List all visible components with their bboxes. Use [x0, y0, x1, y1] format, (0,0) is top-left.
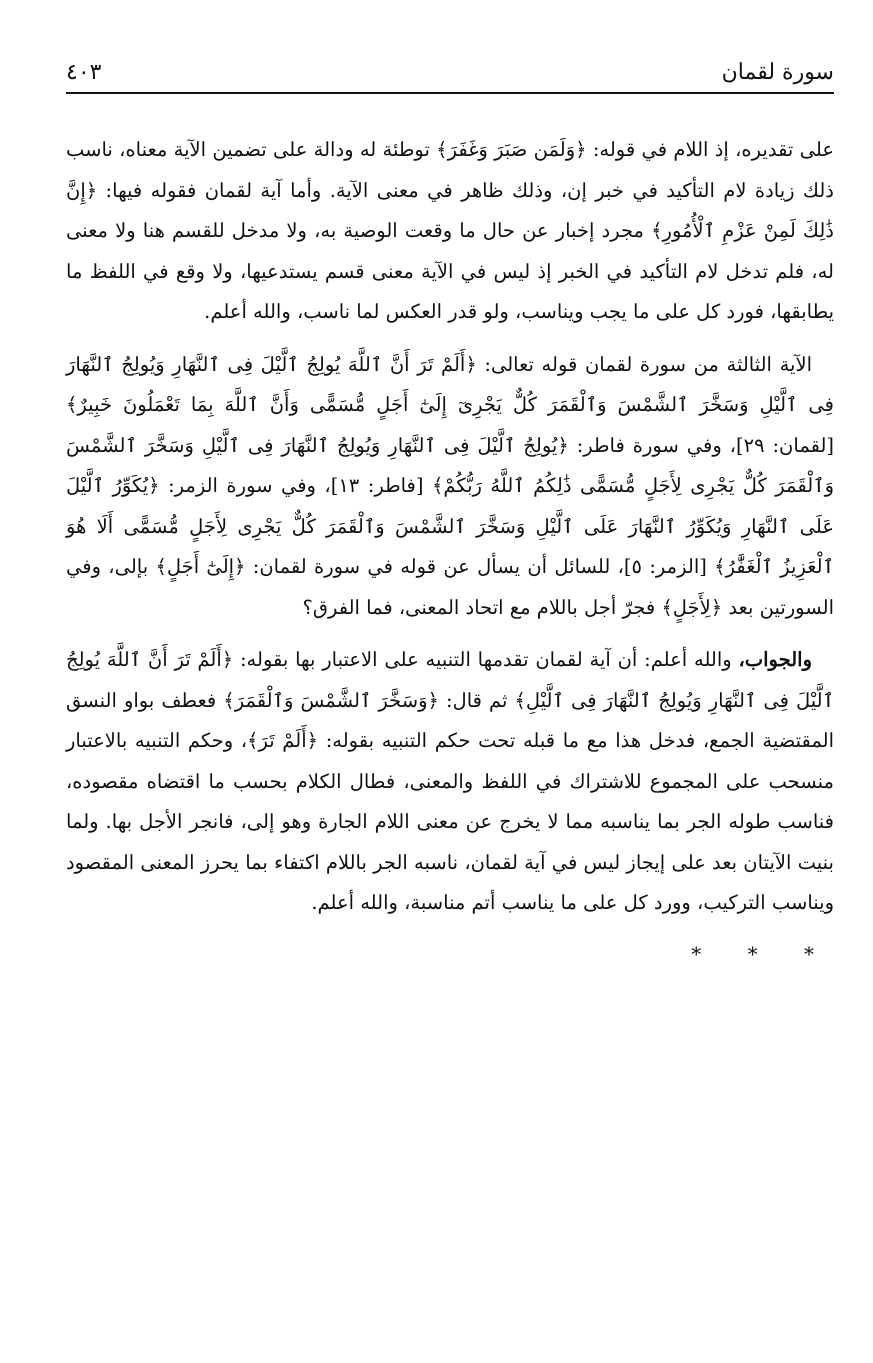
- answer-lead: والجواب،: [738, 648, 812, 671]
- paragraph-3: [66, 640, 834, 924]
- paragraph-1: على تقديره، إذ اللام في قوله: ﴿وَلَمَن صَبَرَ وَغَفَرَ﴾ توطئة له ودالة على تضمين الآية معناه، ناسب ذلك زيادة لام التأكيد في خبر إن، وذلك ظاهر في معنى الآية. وأما آية لقمان فقوله فيها: ﴿إِنَّ ذَٰلِكَ لَمِنْ عَزْمِ ٱلْأُمُورِ﴾ مجرد إخبار عن حال ما وقعت الوصية به، ولا مدخل للقسم هنا ولا معنى له، فلم تدخل لام التأكيد في الخبر إذ ليس في الآية معنى قسم يستدعيها، ولا وقع في اللفظ ما يطابقها، فورد كل على ما يجب ويناسب، ولو قدر العكس لما ناسب، والله أعلم.: [66, 138, 834, 323]
- page-header: [66, 52, 834, 94]
- paragraph-2: الآية الثالثة من سورة لقمان قوله تعالى: ﴿أَلَمْ تَرَ أَنَّ ٱللَّهَ يُولِجُ ٱلَّيْلَ فِى ٱلنَّهَارِ وَيُولِجُ ٱلنَّهَارَ فِى ٱلَّيْلِ وَسَخَّرَ ٱلشَّمْسَ وَٱلْقَمَرَ كُلٌّ يَجْرِىٓ إِلَىٰٓ أَجَلٍ مُّسَمًّى وَأَنَّ ٱللَّهَ بِمَا تَعْمَلُونَ خَبِيرٌ﴾ [لقمان: ٢٩]، وفي سورة فاطر: ﴿يُولِجُ ٱلَّيْلَ فِى ٱلنَّهَارِ وَيُولِجُ ٱلنَّهَارَ فِى ٱلَّيْلِ وَسَخَّرَ ٱلشَّمْسَ وَٱلْقَمَرَ كُلٌّ يَجْرِى لِأَجَلٍ مُّسَمًّى ذَٰلِكُمُ ٱللَّهُ رَبُّكُمْ﴾ [فاطر: ١٣]، وفي سورة الزمر: ﴿يُكَوِّرُ ٱلَّيْلَ عَلَى ٱلنَّهَارِ وَيُكَوِّرُ ٱلنَّهَارَ عَلَى ٱلَّيْلِ وَسَخَّرَ ٱلشَّمْسَ وَٱلْقَمَرَ كُلٌّ يَجْرِى لِأَجَلٍ مُّسَمًّى أَلَا هُوَ ٱلْعَزِيزُ ٱلْغَفَّٰرُ﴾ [الزمر: ٥]، للسائل أن يسأل عن قوله في سورة لقمان: ﴿إِلَىٰٓ أَجَلٍ﴾ بإلى، وفي السورتين بعد ﴿لِأَجَلٍ﴾ فجرّ أجل باللام مع اتحاد المعنى، فما الفرق؟: [66, 352, 835, 619]
- surah-title: سورة لقمان: [721, 60, 834, 85]
- page-number: ٤٠٣: [66, 60, 102, 85]
- answer-text: والله أعلم: أن آية لقمان تقدمها التنبيه على الاعتبار بها بقوله: ﴿أَلَمْ تَرَ أَنَّ ٱللَّهَ يُولِجُ ٱلَّيْلَ فِى ٱلنَّهَارِ وَيُولِجُ ٱلنَّهَارَ فِى ٱلَّيْلِ﴾ ثم قال: ﴿وَسَخَّرَ ٱلشَّمْسَ وَٱلْقَمَرَ﴾ فعطف بواو النسق المقتضية الجمع، فدخل هذا مع ما قبله تحت حكم التنبيه بقوله: ﴿أَلَمْ تَرَ﴾، وحكم التنبيه بالاعتبار منسحب على المجموع للاشتراك في اللفظ والمعنى، فطال الكلام بحسب ما اقتضاه مقصوده، فناسب طوله الجر بما يناسبه مما لا يخرج عن معنى اللام الجارة وهو إلى، فانجر الأجل بها. ولما بنيت الآيتان بعد على إيجاز ليس في آية لقمان، ناسبه الجر باللام اكتفاء بما يحرز المعنى المقصود ويناسب التركيب، وورد كل على ما يناسب أتم مناسبة، والله أعلم.: [66, 648, 834, 914]
- page-body: [66, 130, 834, 974]
- section-separator: * * *: [691, 941, 834, 966]
